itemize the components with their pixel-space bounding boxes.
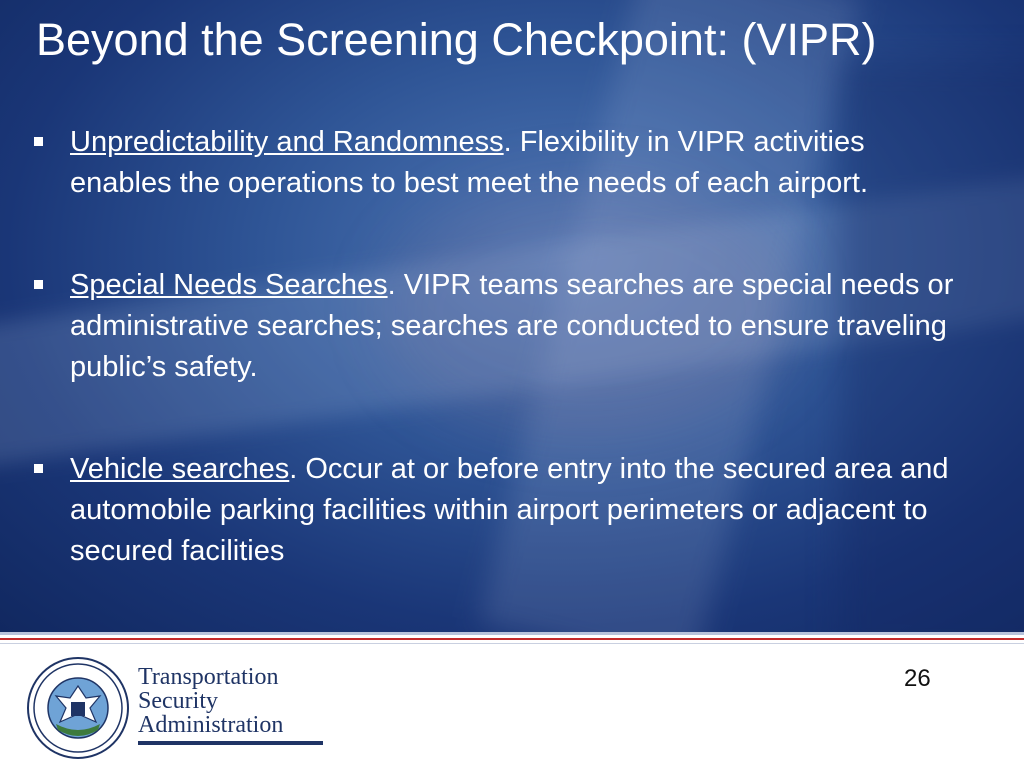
bullet-text: . Occur at or before entry into the secured area and automobile parking facilities within airport perimeters or adjacent to secured facilities (70, 453, 949, 567)
slide-title: Beyond the Screening Checkpoint: (VIPR) (36, 14, 877, 65)
square-bullet-icon (34, 464, 43, 473)
agency-line: Security (138, 688, 218, 714)
dhs-seal-logo (26, 656, 130, 760)
square-bullet-icon (34, 137, 43, 146)
bullet-list (34, 122, 964, 572)
footer-divider (0, 632, 1024, 635)
bullet-text: . VIPR teams searches are special needs or administrative searches; searches are conducted to ensure traveling public’s safety. (70, 269, 954, 383)
footer-divider (0, 643, 1024, 644)
bullet-item (34, 449, 964, 572)
bullet-term: Vehicle searches (70, 453, 290, 485)
wordmark-underline (138, 741, 323, 745)
agency-wordmark (138, 665, 338, 737)
agency-line: Transportation (138, 664, 279, 690)
bullet-term: Unpredictability and Randomness (70, 126, 504, 158)
bullet-item (34, 122, 964, 204)
bullet-item (34, 265, 964, 388)
bullet-term: Special Needs Searches (70, 269, 388, 301)
page-number: 26 (904, 665, 931, 692)
footer-divider-red (0, 638, 1024, 640)
square-bullet-icon (34, 280, 43, 289)
agency-line: Administration (138, 712, 284, 738)
bullet-text: . Flexibility in VIPR activities enables the operations to best meet the needs of each airport. (70, 126, 869, 199)
